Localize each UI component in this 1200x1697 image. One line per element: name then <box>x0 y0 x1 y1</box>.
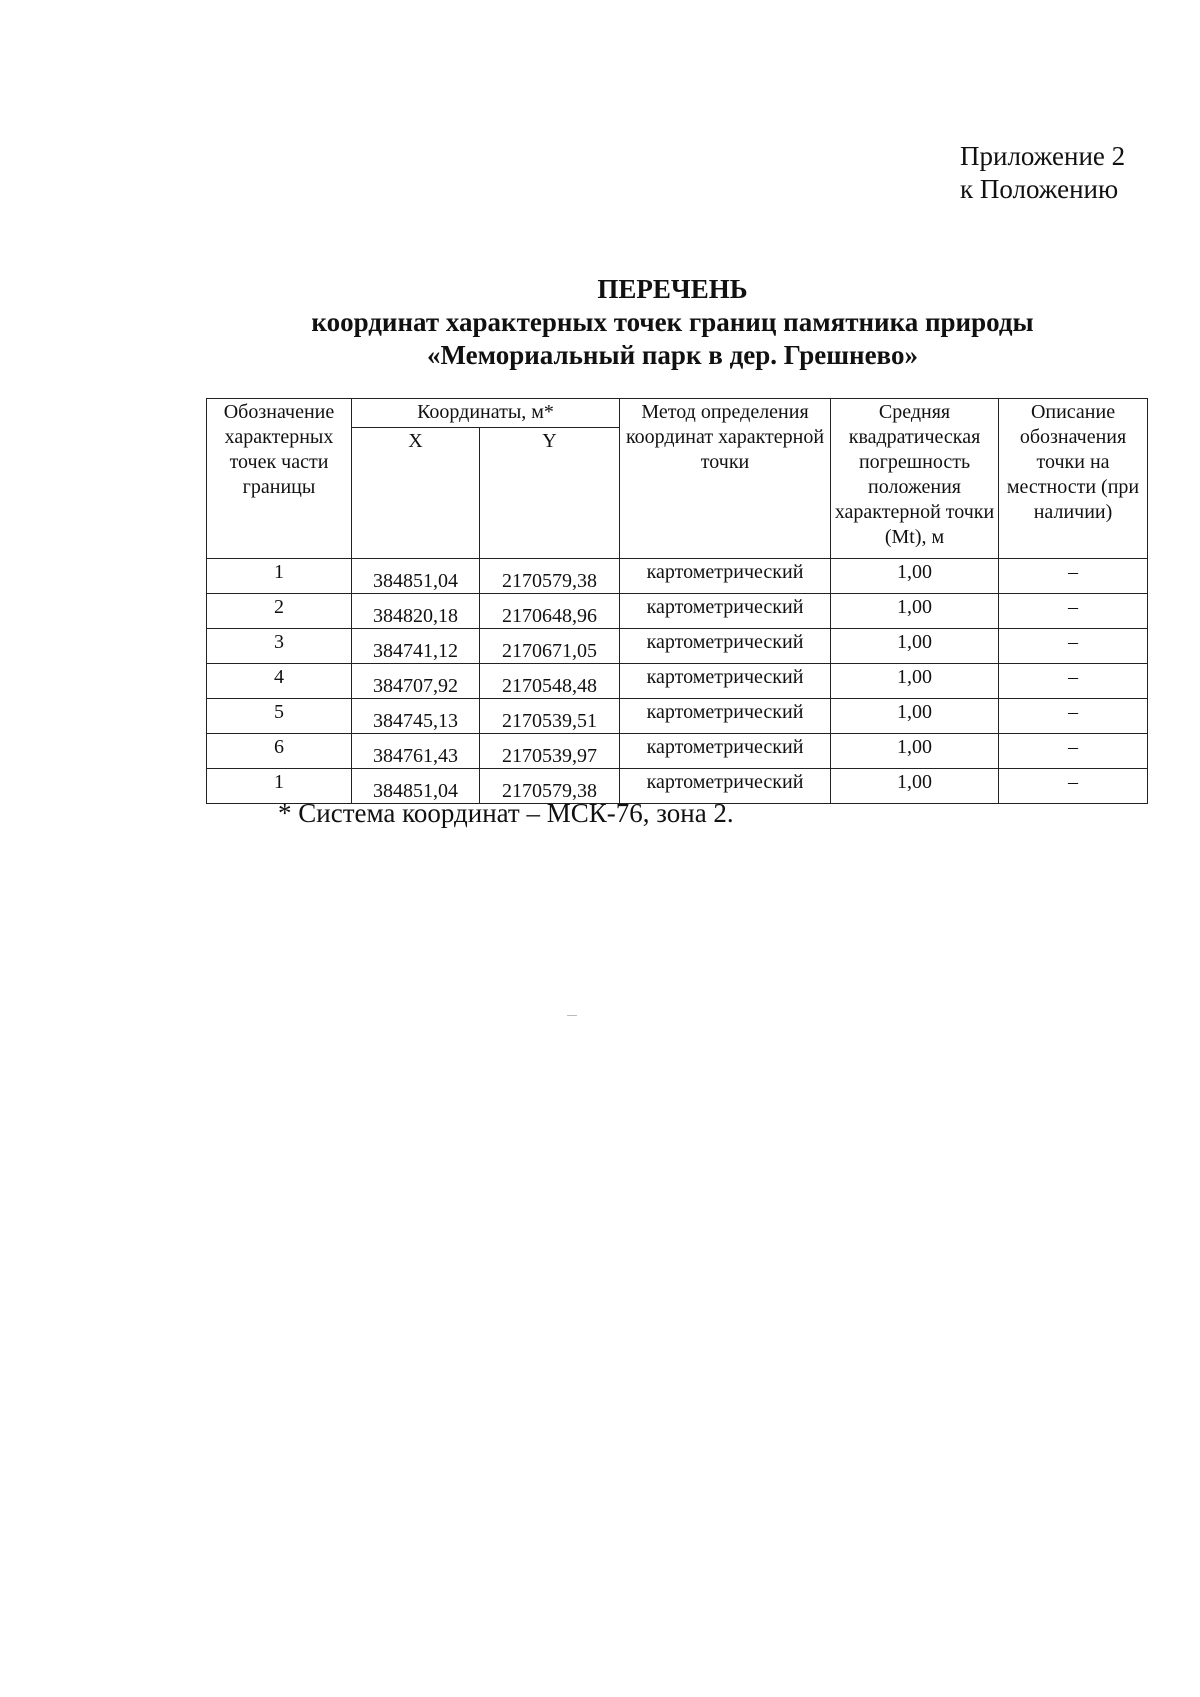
footnote: * Система координат – МСК-76, зона 2. <box>278 798 734 828</box>
cell-method: картометрический <box>620 769 831 804</box>
cell-method: картометрический <box>620 559 831 594</box>
header-error: Средняя квадратическая погрешность положения характерной точки (Mt), м <box>831 399 999 559</box>
cell-method: картометрический <box>620 629 831 664</box>
cell-point: 6 <box>207 734 352 769</box>
cell-x: 384707,92 <box>352 664 480 699</box>
cell-point: 1 <box>207 769 352 804</box>
header-method: Метод определения координат характерной точки <box>620 399 831 559</box>
cell-x: 384851,04 <box>352 559 480 594</box>
cell-point: 2 <box>207 594 352 629</box>
table-row <box>207 629 1148 664</box>
scan-mark <box>567 1015 577 1016</box>
cell-method: картометрический <box>620 734 831 769</box>
cell-error: 1,00 <box>831 699 999 734</box>
appendix-line-2: к Положению <box>960 174 1119 204</box>
cell-description: – <box>999 594 1148 629</box>
header-coordinates: Координаты, м* <box>352 399 620 428</box>
appendix-label <box>960 140 1125 206</box>
coordinates-table <box>206 398 1148 804</box>
heading-subtitle: координат характерных точек границ памятника природы <box>311 307 1034 337</box>
cell-error: 1,00 <box>831 594 999 629</box>
table-row <box>207 664 1148 699</box>
cell-point: 5 <box>207 699 352 734</box>
cell-method: картометрический <box>620 594 831 629</box>
header-designation: Обозначение характерных точек части границы <box>207 399 352 559</box>
header-description: Описание обозначения точки на местности (при наличии) <box>999 399 1148 559</box>
heading-object-name: «Мемориальный парк в дер. Грешнево» <box>427 340 918 370</box>
cell-error: 1,00 <box>831 769 999 804</box>
document-heading <box>190 273 1155 372</box>
table-row <box>207 734 1148 769</box>
cell-error: 1,00 <box>831 664 999 699</box>
cell-method: картометрический <box>620 664 831 699</box>
cell-description: – <box>999 629 1148 664</box>
cell-description: – <box>999 559 1148 594</box>
cell-y: 2170648,96 <box>480 594 620 629</box>
cell-method: картометрический <box>620 699 831 734</box>
cell-description: – <box>999 699 1148 734</box>
cell-description: – <box>999 664 1148 699</box>
header-y: Y <box>480 428 620 559</box>
cell-x: 384741,12 <box>352 629 480 664</box>
cell-x: 384820,18 <box>352 594 480 629</box>
cell-x: 384851,04 <box>352 769 480 804</box>
cell-point: 3 <box>207 629 352 664</box>
table-row <box>207 559 1148 594</box>
heading-title: ПЕРЕЧЕНЬ <box>597 274 748 304</box>
cell-description: – <box>999 769 1148 804</box>
appendix-line-1: Приложение 2 <box>960 141 1126 171</box>
table-body <box>207 559 1148 804</box>
table-header-row <box>207 399 1148 428</box>
table-row <box>207 594 1148 629</box>
cell-error: 1,00 <box>831 559 999 594</box>
cell-x: 384761,43 <box>352 734 480 769</box>
cell-point: 1 <box>207 559 352 594</box>
table-row <box>207 699 1148 734</box>
cell-error: 1,00 <box>831 629 999 664</box>
header-x: X <box>352 428 480 559</box>
cell-y: 2170548,48 <box>480 664 620 699</box>
cell-y: 2170671,05 <box>480 629 620 664</box>
cell-y: 2170579,38 <box>480 769 620 804</box>
cell-description: – <box>999 734 1148 769</box>
cell-y: 2170539,51 <box>480 699 620 734</box>
cell-x: 384745,13 <box>352 699 480 734</box>
cell-y: 2170579,38 <box>480 559 620 594</box>
cell-error: 1,00 <box>831 734 999 769</box>
cell-point: 4 <box>207 664 352 699</box>
cell-y: 2170539,97 <box>480 734 620 769</box>
